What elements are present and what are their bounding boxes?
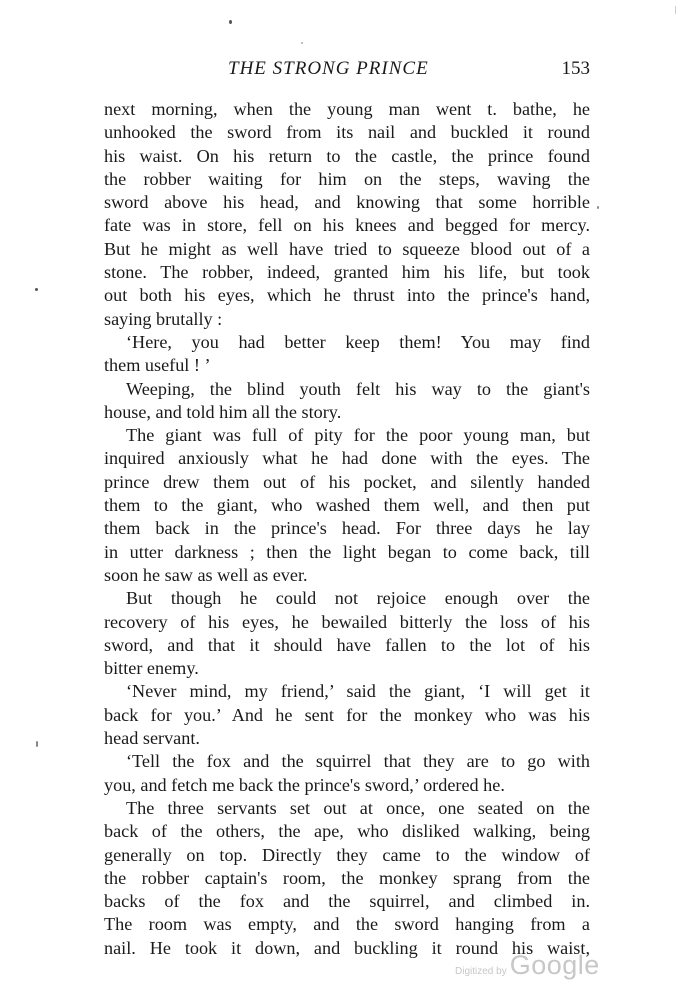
text-line: back of the others, the ape, who disliked walking, being xyxy=(104,821,590,842)
text-line: The three servants set out at once, one seated on the xyxy=(126,797,590,818)
scan-speck xyxy=(301,42,303,44)
text-line: out both his eyes, which he thrust into the prince's hand, xyxy=(104,285,590,306)
text-line: the robber waiting for him on the steps, waving the xyxy=(104,168,590,189)
text-line: stone. The robber, indeed, granted him his life, but took xyxy=(104,262,590,283)
text-line: ‘Here, you had better keep them! You may find xyxy=(126,331,590,352)
text-line: next morning, when the young man went t. bathe, he xyxy=(104,99,590,119)
text-line: inquired anxiously what he had done with the eyes. The xyxy=(104,448,590,469)
text-line: in utter darkness ; then the light began to come back, till xyxy=(104,541,590,562)
text-line: fate was in store, fell on his knees and begged for mercy. xyxy=(104,215,590,236)
text-line: The giant was full of pity for the poor young man, but xyxy=(126,425,590,446)
text-line: soon he saw as well as ever. xyxy=(104,564,308,585)
text-line: you, and fetch me back the prince's sword,’ ordered he. xyxy=(104,774,505,795)
scan-speck xyxy=(675,6,676,14)
text-line: prince drew them out of his pocket, and silently handed xyxy=(104,471,590,492)
scan-speck xyxy=(597,206,599,209)
page-header xyxy=(104,58,590,84)
text-line: them useful ! ’ xyxy=(104,355,211,376)
text-line: recovery of his eyes, he bewailed bitterly the loss of his xyxy=(104,611,590,632)
text-line: them to the giant, who washed them well, and then put xyxy=(104,495,590,516)
running-title: THE STRONG PRINCE xyxy=(228,58,429,79)
text-line: ‘Never mind, my friend,’ said the giant, ‘I will get it xyxy=(126,681,590,702)
text-line: But though he could not rejoice enough over the xyxy=(126,588,590,609)
digitized-by-google-watermark xyxy=(455,950,600,981)
scan-speck xyxy=(35,288,38,291)
text-line: nail. He took it down, and buckling it round his waist, xyxy=(104,937,590,958)
text-line: back for you.’ And he sent for the monkey who was his xyxy=(104,704,590,725)
digitized-label: Digitized by xyxy=(455,966,507,977)
scan-speck xyxy=(229,20,232,24)
text-line: bitter enemy. xyxy=(104,658,199,679)
text-line: But he might as well have tried to squeeze blood out of a xyxy=(104,238,590,259)
text-line: house, and told him all the story. xyxy=(104,401,342,422)
text-line: The room was empty, and the sword hanging from a xyxy=(104,914,590,935)
page-body xyxy=(104,98,590,960)
text-line: sword, and that it should have fallen to the lot of his xyxy=(104,634,590,655)
text-line: ‘Tell the fox and the squirrel that they are to go with xyxy=(126,751,590,772)
text-line: sword above his head, and knowing that some horrible xyxy=(104,192,590,213)
page-number: 153 xyxy=(561,58,590,79)
text-line: generally on top. Directly they came to the window of xyxy=(104,844,590,865)
google-logo: Google xyxy=(509,950,600,980)
text-line: saying brutally : xyxy=(104,308,223,329)
scan-speck xyxy=(36,741,38,747)
text-line: head servant. xyxy=(104,728,200,749)
text-line: backs of the fox and the squirrel, and climbed in. xyxy=(104,891,590,912)
text-line: unhooked the sword from its nail and buckled it round xyxy=(104,122,590,143)
text-line: Weeping, the blind youth felt his way to the giant's xyxy=(126,378,590,399)
text-line: them back in the prince's head. For three days he lay xyxy=(104,518,590,539)
text-line: the robber captain's room, the monkey sprang from the xyxy=(104,867,590,888)
text-line: his waist. On his return to the castle, the prince found xyxy=(104,145,590,166)
